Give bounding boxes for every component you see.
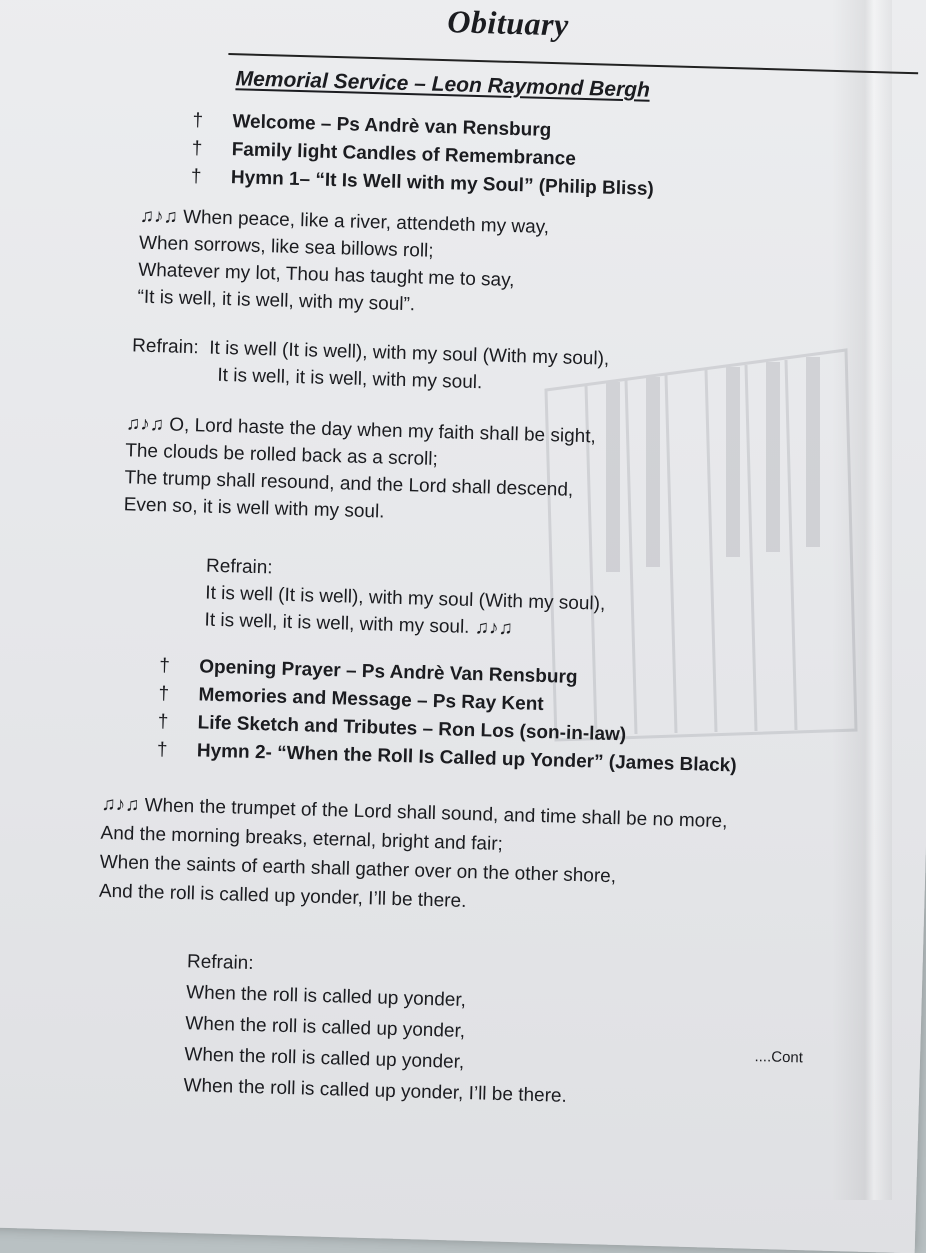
continued-note: ....Cont bbox=[754, 1048, 804, 1067]
order-item-text: Hymn 1– “It Is Well with my Soul” (Philip Bliss) bbox=[230, 167, 655, 200]
cross-icon: † bbox=[190, 166, 202, 188]
lyric-line: When the roll is called up yonder, bbox=[185, 1013, 466, 1042]
lyric-line: ♫♪♫ When peace, like a river, attendeth my way, bbox=[139, 205, 550, 239]
lyric-line: It is well (It is well), with my soul (With my soul), bbox=[205, 582, 606, 615]
order-item bbox=[157, 739, 737, 777]
lyric-line: When the roll is called up yonder, bbox=[185, 982, 467, 1011]
lyric-line: ♫♪♫ When the trumpet of the Lord shall sound, and time shall be no more, bbox=[101, 793, 728, 833]
lyric-line: ♫♪♫ O, Lord haste the day when my faith shall be sight, bbox=[125, 413, 597, 448]
lyric-line: Even so, it is well with my soul. bbox=[123, 494, 385, 523]
cross-icon: † bbox=[192, 110, 204, 132]
cross-icon: † bbox=[158, 683, 170, 705]
lyric-line: The clouds be rolled back as a scroll; bbox=[124, 440, 439, 470]
lyric-line: And the roll is called up yonder, I’ll be there. bbox=[98, 880, 467, 912]
lyric-line: And the morning breaks, eternal, bright and fair; bbox=[100, 822, 504, 855]
cross-icon: † bbox=[191, 138, 203, 160]
order-item bbox=[158, 683, 544, 716]
page-title: Obituary bbox=[446, 3, 570, 43]
cross-icon: † bbox=[157, 711, 169, 733]
hymn2-refrain bbox=[183, 946, 571, 1112]
refrain-label: Refrain: bbox=[205, 555, 273, 579]
order-item bbox=[192, 110, 551, 142]
order-item-text: Hymn 2- “When the Roll Is Called up Yonder” (James Black) bbox=[196, 740, 737, 777]
hymn1-refrain2 bbox=[204, 553, 606, 645]
order-item-text: Welcome – Ps Andrè van Rensburg bbox=[232, 111, 552, 142]
order-item-text: Life Sketch and Tributes – Ron Los (son-in-law) bbox=[197, 712, 627, 746]
order-item bbox=[191, 138, 576, 171]
lyric-line: “It is well, it is well, with my soul”. bbox=[137, 286, 416, 316]
lyric-line: When the roll is called up yonder, bbox=[184, 1044, 465, 1073]
order-item-text: Opening Prayer – Ps Andrè Van Rensburg bbox=[198, 656, 578, 688]
order-item-text: Memories and Message – Ps Ray Kent bbox=[198, 684, 544, 716]
lyric-line: When sorrows, like sea billows roll; bbox=[138, 232, 434, 262]
refrain-label: Refrain: bbox=[186, 951, 254, 975]
hymn1-refrain1 bbox=[131, 332, 610, 399]
refrain-label: Refrain: bbox=[131, 335, 200, 359]
hymn1-verse1 bbox=[137, 203, 549, 322]
lyric-line: When the roll is called up yonder, I’ll be there. bbox=[183, 1075, 568, 1107]
hymn2-verse1 bbox=[99, 790, 728, 923]
lyric-line: Whatever my lot, Thou has taught me to say, bbox=[138, 259, 515, 292]
cross-icon: † bbox=[158, 655, 171, 677]
lyric-line: It is well, it is well, with my soul. bbox=[217, 364, 483, 394]
lyric-line: The trump shall resound, and the Lord shall descend, bbox=[124, 467, 574, 501]
order-item bbox=[191, 166, 654, 201]
lyric-line: It is well, it is well, with my soul. ♫♪♫ bbox=[204, 609, 514, 640]
hymn1-verse2 bbox=[123, 410, 596, 531]
lyric-line: When the saints of earth shall gather over on the other shore, bbox=[99, 851, 617, 888]
cross-icon: † bbox=[156, 739, 168, 761]
order-item bbox=[159, 655, 578, 689]
lyric-text: It is well (It is well), with my soul (With my soul), bbox=[208, 337, 610, 370]
service-title: Memorial Service – Leon Raymond Bergh bbox=[235, 67, 651, 102]
order-item-text: Family light Candles of Remembrance bbox=[231, 139, 577, 170]
